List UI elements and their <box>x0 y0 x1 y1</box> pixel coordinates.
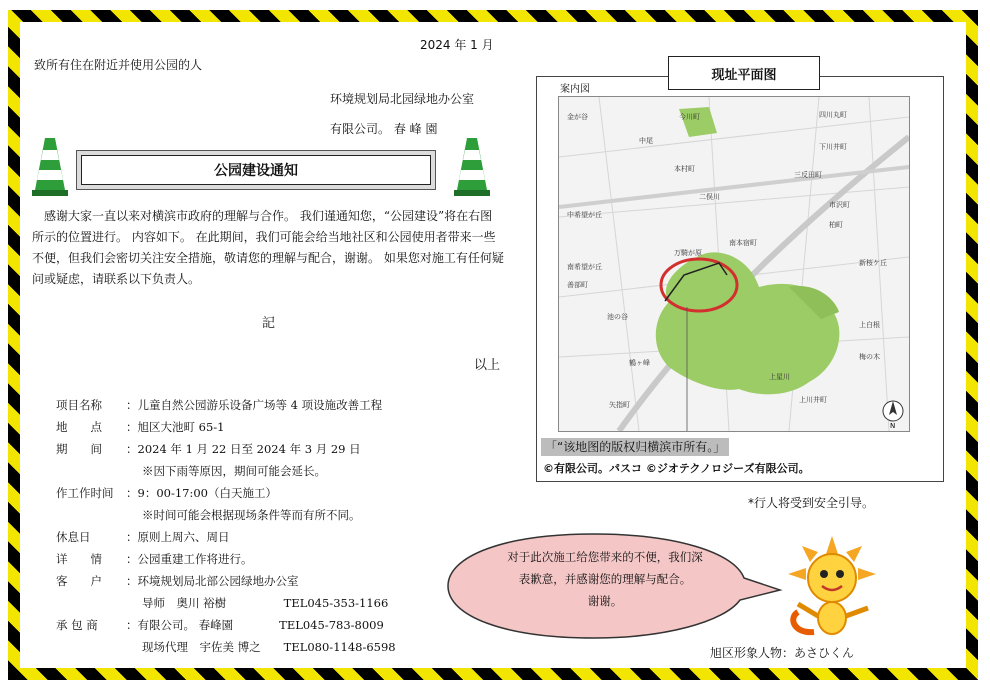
map-drawing <box>559 97 909 431</box>
apology-text <box>470 546 740 612</box>
info-label: 作工作时间 <box>56 486 114 500</box>
info-row <box>56 548 496 570</box>
info-row <box>56 570 496 592</box>
map-label: 二俣川 <box>699 193 720 201</box>
map-label: 柏町 <box>829 221 843 229</box>
info-row <box>56 416 496 438</box>
sender-office: 环境规划局北园绿地办公室 <box>330 92 475 106</box>
info-label: 承 包 商 <box>56 618 98 632</box>
apology-line: 对于此次施工给您带来的不便，我们深 <box>507 550 703 564</box>
map-label: 南本宿町 <box>729 239 757 247</box>
traffic-cone-right-icon <box>454 138 490 196</box>
map-label: 上川井町 <box>799 396 827 404</box>
info-value: ：2024 年 1 月 22 日至 2024 年 3 月 29 日 <box>126 442 361 456</box>
map-label: 上白根 <box>859 321 880 329</box>
map-label: 四川丸町 <box>819 111 847 119</box>
map-label: 池の谷 <box>607 313 628 321</box>
map-label: 今川町 <box>679 113 700 121</box>
ki-mark: 記 <box>262 316 276 331</box>
info-row <box>56 394 496 416</box>
info-value: ：儿童自然公园游乐设备广场等 4 项设施改善工程 <box>126 398 383 412</box>
info-value: ：9：00-17:00（白天施工） <box>126 486 277 500</box>
ijo-mark: 以上 <box>474 358 501 373</box>
info-label: 期 间 <box>56 442 102 456</box>
mascot-asahikun-icon <box>784 534 880 642</box>
info-value: ：有限公司。 春峰園 TEL045-783-8009 <box>126 618 384 632</box>
info-label: 客 户 <box>56 574 102 588</box>
notice-title: 公园建设通知 <box>81 155 431 185</box>
location-map <box>558 96 910 432</box>
svg-text:N: N <box>890 422 896 430</box>
notice-date: 2024 年 1 月 <box>420 38 494 52</box>
map-label: 南希望が丘 <box>567 263 602 271</box>
info-row <box>56 438 496 460</box>
info-label: 休息日 <box>56 530 91 544</box>
recipient-line: 致所有住在附近并使用公园的人 <box>34 58 203 72</box>
map-legend-label: 案内図 <box>560 84 590 95</box>
info-value: ：公园重建工作将进行。 <box>126 552 253 566</box>
info-row <box>56 636 496 658</box>
sender-company: 有限公司。 春 峰 園 <box>330 122 438 136</box>
map-label: 梅の木 <box>859 353 880 361</box>
info-value: 导师 奥川 裕樹 TEL045-353-1166 <box>142 596 389 610</box>
map-label: 鶴ヶ峰 <box>629 359 650 367</box>
map-label: 善部町 <box>567 281 588 289</box>
map-label: 新桜ケ丘 <box>859 259 887 267</box>
info-value: ：旭区大池町 65-1 <box>126 420 225 434</box>
map-credit: ©有限公司。パスコ ©ジオテクノロジーズ有限公司。 <box>543 462 810 475</box>
info-label: 项目名称 <box>56 398 102 412</box>
info-value: ※因下雨等原因，期间可能会延长。 <box>142 464 326 478</box>
map-label: 市沢町 <box>829 201 850 209</box>
info-label: 详 情 <box>56 552 102 566</box>
info-value: 现场代理 宇佐美 博之 TEL080-1148-6598 <box>142 640 396 654</box>
pedestrian-guide-note: *行人将受到安全引导。 <box>748 496 875 510</box>
apology-line: 表歉意，并感谢您的理解与配合。 <box>518 572 692 586</box>
info-row <box>56 504 496 526</box>
map-section-title: 现址平面图 <box>668 56 820 90</box>
map-label: 本村町 <box>674 165 695 173</box>
map-label: 中尾 <box>639 137 653 145</box>
apology-line: 谢谢。 <box>587 594 623 608</box>
map-label: 上星川 <box>769 373 790 381</box>
mascot-caption: 旭区形象人物：あさひくん <box>710 646 855 660</box>
info-value: ※时间可能会根据现场条件等而有所不同。 <box>142 508 361 522</box>
info-label: 地 点 <box>56 420 102 434</box>
map-label: 三反田町 <box>794 171 822 179</box>
info-row <box>56 614 496 636</box>
info-row <box>56 592 496 614</box>
project-info-list <box>56 394 496 658</box>
notice-title-box <box>76 150 436 190</box>
map-label: 金が谷 <box>567 113 588 121</box>
traffic-cone-left-icon <box>32 138 68 196</box>
info-row <box>56 526 496 548</box>
info-value: ：原则上周六、周日 <box>126 530 230 544</box>
map-label: 下川井町 <box>819 143 847 151</box>
map-label: 万騎が原 <box>674 249 702 257</box>
notice-body: 感谢大家一直以来对横滨市政府的理解与合作。 我们谨通知您，“公园建设”将在右图所示的位置进行。 内容如下。 在此期间，我们可能会给当地社区和公园使用者带来一些不便，但我们会密切关注安全措施，敬请您的理解与配合，谢谢。 如果您对施工有任何疑问或疑虑，请联系以下负责人。 <box>32 209 504 286</box>
info-row <box>56 460 496 482</box>
info-row <box>56 482 496 504</box>
map-label: 中希望が丘 <box>567 211 602 219</box>
info-value: ：环境规划局北部公园绿地办公室 <box>126 574 299 588</box>
map-copyright-note: 「“该地图的版权归横滨市所有。」 <box>541 438 729 456</box>
map-label: 矢指町 <box>609 401 630 409</box>
